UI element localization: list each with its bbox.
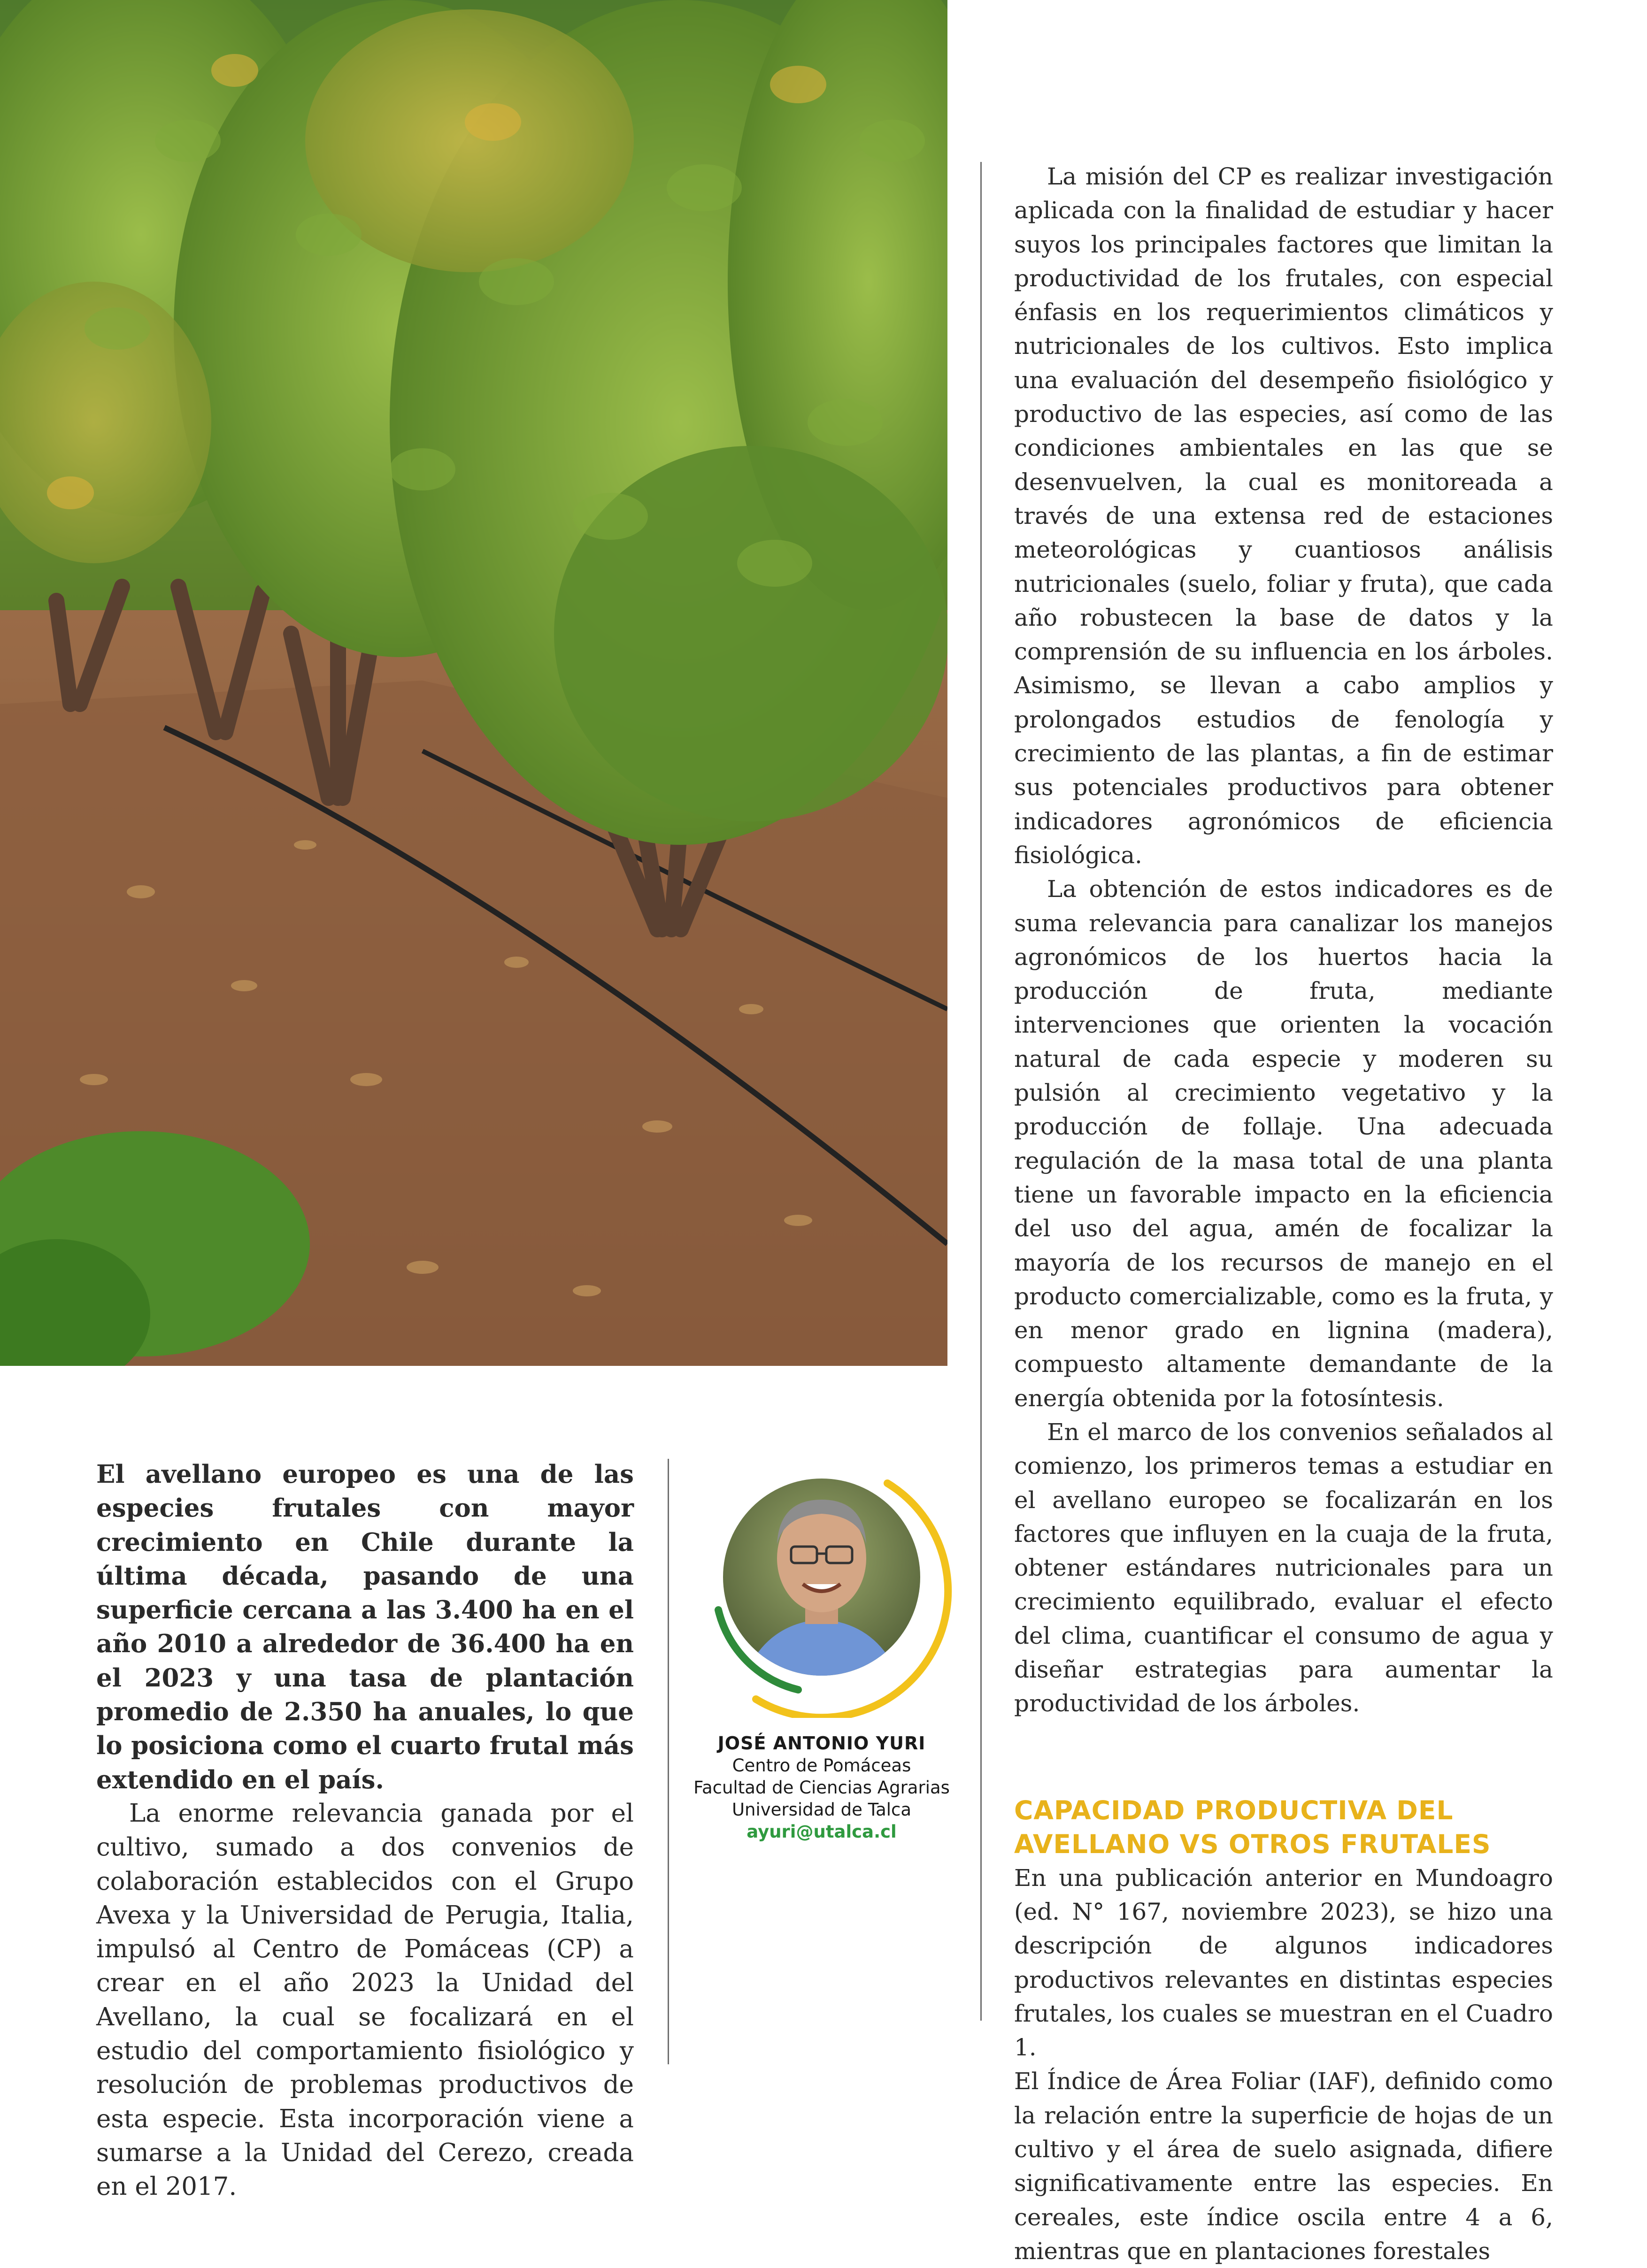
- section-heading-line: AVELLANO VS OTROS FRUTALES: [1014, 1829, 1491, 1859]
- author-portrait: [690, 1455, 953, 1718]
- body-paragraph: En el marco de los convenios señalados al comienzo, los primeros temas a estudiar en el avellano europeo se focalizarán en los factores que influyen en la cuaja de la fruta, obtener estándares nutricionales para un crecimiento equilibrado, evaluar el efecto del clima, cuantificar el consumo de agua y diseñar estrategias para aumentar la productividad de los árboles.: [1014, 1418, 1553, 1717]
- author-box: [685, 1455, 958, 1843]
- orchard-photo: [0, 0, 947, 1366]
- body-paragraph: En una publicación anterior en Mundoagro (ed. N° 167, noviembre 2023), se hizo una descripción de algunos indicadores productivos relevantes en distintas especies frutales, los cuales se muestran en el Cuadro 1.: [1014, 1864, 1553, 2061]
- column-divider-right: [980, 162, 982, 2021]
- author-email-link[interactable]: ayuri@utalca.cl: [747, 1822, 897, 1842]
- column-divider-left: [668, 1459, 669, 2064]
- author-name: JOSÉ ANTONIO YURI: [717, 1733, 926, 1754]
- body-paragraph: El Índice de Área Foliar (IAF), definido como la relación entre la superficie de hojas de un cultivo y el área de suelo asignada, difiere significativamente entre las especies. En cereales, este índice oscila entre 4 a 6, mientras que en plantaciones forestales: [1014, 2068, 1553, 2265]
- orchard-photo-illustration: [0, 0, 947, 1366]
- author-affiliation: Facultad de Ciencias Agrarias: [693, 1778, 950, 1798]
- section-heading: [1014, 1793, 1553, 1861]
- right-column: [1014, 160, 1553, 2268]
- author-affiliation: Centro de Pomáceas: [732, 1755, 911, 1776]
- section-heading-line: CAPACIDAD PRODUCTIVA DEL: [1014, 1795, 1454, 1825]
- lead-paragraph: El avellano europeo es una de las especies frutales con mayor crecimiento en Chile durante la última década, pasando de una superficie cercana a las 3.400 ha en el año 2010 a alrededor de 36.400 ha en el 2023 y una tasa de plantación promedio de 2.350 ha anuales, lo que lo posiciona como el cuarto frutal más extendido en el país.: [96, 1460, 634, 1794]
- body-paragraph: La obtención de estos indicadores es de suma relevancia para canalizar los manejos agronómicos de los huertos hacia la producción de fruta, mediante intervenciones que orienten la vocación natural de cada especie y moderen su pulsión al crecimiento vegetativo y la producción de follaje. Una adecuada regulación de la masa total de una planta tiene un favorable impacto en la eficiencia del uso del agua, amén de focalizar la mayoría de los recursos de manejo en el producto comercializable, como es la fruta, y en menor grado en lignina (madera), compuesto altamente demandante de la energía obtenida por la fotosíntesis.: [1014, 875, 1553, 1412]
- author-affiliation: Universidad de Talca: [731, 1800, 912, 1820]
- left-column: [96, 1457, 634, 2204]
- body-paragraph: La misión del CP es realizar investigación aplicada con la finalidad de estudiar y hacer suyos los principales factores que limitan la productividad de los frutales, con especial énfasis en los requerimientos climáticos y nutricionales de los cultivos. Esto implica una evaluación del desempeño fisiológico y productivo de las especies, así como de las condiciones ambientales en las que se desenvuelven, la cual es monitoreada a través de una extensa red de estaciones meteorológicas y cuantiosos análisis nutricionales (suelo, foliar y fruta), que cada año robustecen la base de datos y la comprensión de su influencia en los árboles. Asimismo, se llevan a cabo amplios y prolongados estudios de fenología y crecimiento de las plantas, a fin de estimar sus potenciales productivos para obtener indicadores agronómicos de eficiencia fisiológica.: [1014, 163, 1553, 869]
- body-paragraph: La enorme relevancia ganada por el cultivo, sumado a dos convenios de colaboración establecidos con el Grupo Avexa y la Universidad de Perugia, Italia, impulsó al Centro de Pomáceas (CP) a crear en el año 2023 la Unidad del Avellano, la cual se focalizará en el estudio del comportamiento fisiológico y resolución de problemas productivos de esta especie. Esta incorporación viene a sumarse a la Unidad del Cerezo, creada en el 2017.: [96, 1799, 634, 2201]
